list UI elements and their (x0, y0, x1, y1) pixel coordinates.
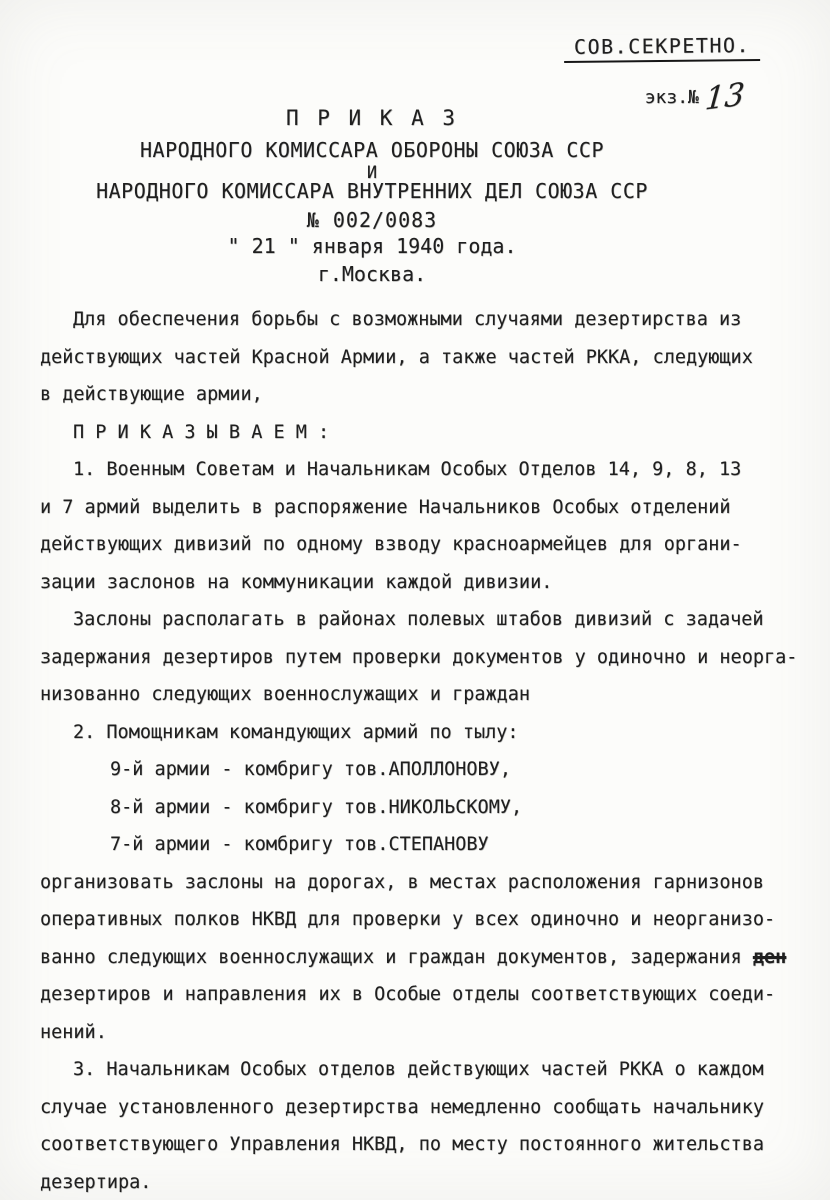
text-line: 7-й армии - комбригу тов.СТЕПАНОВУ (110, 834, 489, 855)
text-line: случае установленного дезертирства немедленно сообщать начальнику (40, 1096, 764, 1118)
issuer-conjunction: И (366, 163, 378, 183)
text-line: дезертира. (40, 1171, 152, 1193)
copy-label: экз.№ (644, 87, 699, 108)
copy-number-handwritten: 13 (703, 76, 746, 118)
text-line: соответствующего Управления НКВД, по месту постоянного жительства (40, 1134, 764, 1155)
struck-out-text: ден (752, 946, 787, 968)
order-title: П Р И К А З (285, 106, 459, 130)
text-line: организовать заслоны на дорогах, в местах расположения гарнизонов (40, 871, 764, 893)
order-date: " 21 " января 1940 года. (227, 234, 517, 258)
text-line: оперативных полков НКВД для проверки у всех одиночно и неорганизо- (40, 909, 776, 930)
document-body (40, 301, 810, 1200)
order-number: № 002/0083 (306, 208, 438, 232)
issuer-line-2: НАРОДНОГО КОМИССАРА ВНУТРЕННИХ ДЕЛ СОЮЗА ССР (96, 179, 648, 203)
text-line: и 7 армий выделить в распоряжение Начальников Особых отделений (40, 496, 731, 518)
text-line: в действующие армии, (40, 384, 263, 405)
text-line: 8-й армии - комбригу тов.НИКОЛЬСКОМУ, (110, 796, 523, 818)
text-line: нений. (40, 1021, 107, 1043)
text-line: Для обеспечения борьбы с возможными случаями дезертирства из (73, 309, 742, 330)
text-line: Заслоны располагать в районах полевых штабов дивизий с задачей (73, 609, 764, 630)
issuer-line-1: НАРОДНОГО КОМИССАРА ОБОРОНЫ СОЮЗА ССР (139, 138, 605, 162)
order-place: г.Москва. (317, 262, 427, 286)
text-line: низованно следующих военнослужащих и граждан (40, 684, 531, 705)
text-line: действующих дивизий по одному взводу красноармейцев для органи- (40, 534, 742, 555)
text-line: действующих частей Красной Армии, а также частей РККА, следующих (40, 346, 753, 368)
text-line: 9-й армии - комбригу тов.АПОЛЛОНОВУ, (110, 759, 511, 780)
text-line: 2. Помощникам командующих армий по тылу: (73, 721, 519, 743)
text-line: 1. Военным Советам и Начальникам Особых Отделов 14, 9, 8, 13 (73, 459, 742, 480)
text-line: задержания дезертиров путем проверки документов у одиночно и неорга- (40, 646, 798, 668)
classification-text: СОВ.СЕКРЕТНО. (564, 33, 760, 63)
text-line: дезертиров и направления их в Особые отделы соответствующих соеди- (40, 984, 776, 1005)
text-line: ванно следующих военнослужащих и граждан документов, задержания ден (40, 946, 787, 968)
text-line: зации заслонов на коммуникации каждой дивизии. (40, 571, 553, 593)
text-line: 3. Начальникам Особых отделов действующих частей РККА о каждом (73, 1059, 764, 1080)
text-line: П Р И К А З Ы В А Е М : (73, 421, 330, 443)
